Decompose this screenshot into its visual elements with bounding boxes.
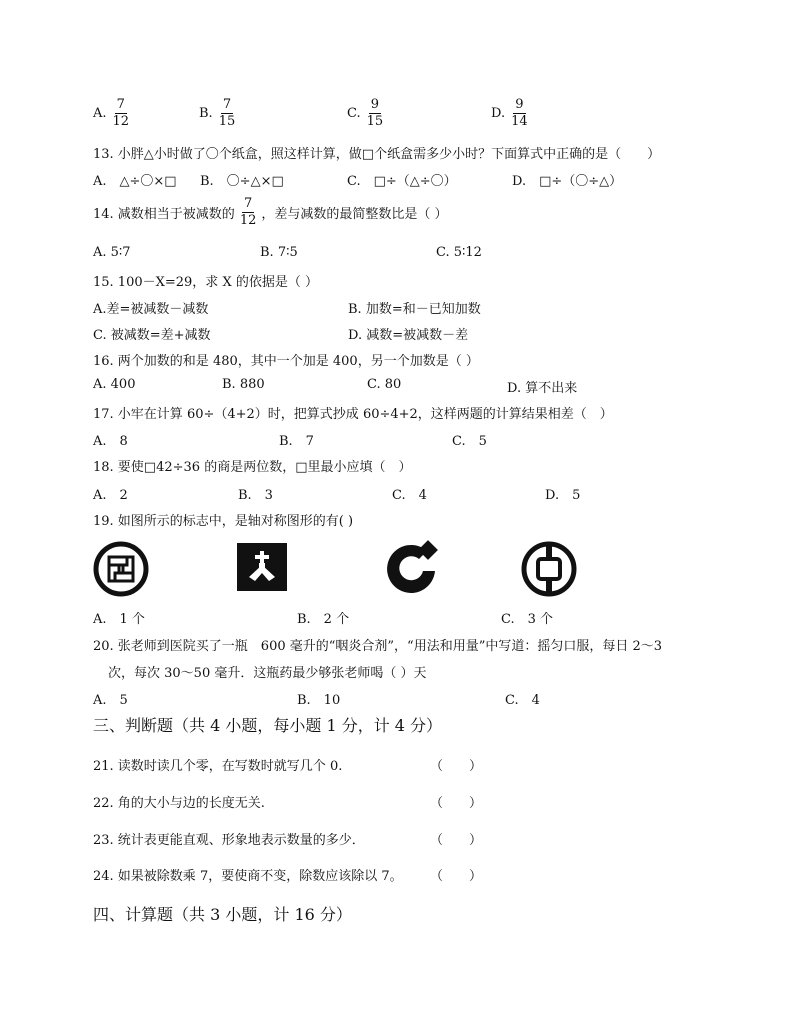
q16-option-d[interactable]: D. 算不出来: [507, 381, 578, 396]
q20-option-c[interactable]: C. 4: [505, 693, 540, 708]
q16-stem: 16. 两个加数的和是 480，其中一个加是 400，另一个加数是（ ）: [93, 354, 479, 369]
q15-stem: 15. 100－X=29，求 X 的依据是（ ）: [93, 275, 318, 290]
q19-stem: 19. 如图所示的标志中，是轴对称图形的有( ): [93, 514, 354, 529]
answer-paren-24[interactable]: （ ）: [430, 869, 483, 884]
denominator: 15: [218, 114, 236, 129]
fraction: [217, 97, 238, 130]
q18-option-a[interactable]: A. 2: [93, 488, 128, 503]
q16-option-c[interactable]: C. 80: [367, 377, 402, 392]
section-3-heading: 三、判断题（共 4 小题，每小题 1 分，计 4 分）: [93, 716, 443, 735]
q15-option-a[interactable]: A.差=被减数－减数: [93, 302, 209, 317]
numerator: 9: [515, 97, 524, 112]
answer-paren-21[interactable]: （ ）: [430, 759, 483, 774]
fraction: [111, 97, 132, 130]
q13-option-b[interactable]: B. 〇÷△×□: [200, 174, 284, 189]
numerator: 7: [116, 97, 125, 112]
q14-stem-pre: 14. 减数相当于被减数的: [93, 207, 235, 222]
q15-option-c[interactable]: C. 被减数=差+减数: [93, 328, 211, 343]
judge-item-21: 21. 读数时读几个零，在写数时就写几个 0.: [93, 759, 343, 774]
q12-option-d[interactable]: [491, 97, 530, 130]
fraction: [509, 97, 530, 130]
bank-of-china-logo-icon: [521, 541, 577, 597]
q17-option-b[interactable]: B. 7: [279, 434, 314, 449]
judge-item-23: 23. 统计表更能直观、形象地表示数量的多少．: [93, 833, 365, 848]
q20-stem-line2: 次，每次 30～50 毫升．这瓶药最少够张老师喝（ ）天: [108, 666, 427, 681]
q13-option-a[interactable]: A. △÷〇×□: [93, 174, 177, 189]
q20-option-a[interactable]: A. 5: [93, 693, 128, 708]
numerator: 7: [243, 196, 253, 211]
q19-option-c[interactable]: C. 3 个: [501, 612, 554, 627]
denominator: 12: [112, 114, 130, 129]
option-letter: C.: [347, 106, 361, 121]
answer-paren-22[interactable]: （ ）: [430, 796, 483, 811]
denominator: 15: [366, 114, 384, 129]
option-letter: B.: [199, 106, 213, 121]
q13-stem: 13. 小胖△小时做了〇个纸盒，照这样计算，做□个纸盒需多少小时？下面算式中正确的是（ ）: [93, 147, 661, 162]
q15-option-d[interactable]: D. 减数=被减数－差: [348, 328, 469, 343]
q18-option-b[interactable]: B. 3: [238, 488, 273, 503]
q12-option-c[interactable]: [347, 97, 385, 130]
q20-stem-line1: 20. 张老师到医院买了一瓶 600 毫升的“咽炎合剂”，“用法和用量”中写道：摇匀口服，每日 2～3: [93, 639, 663, 654]
q15-option-b[interactable]: B. 加数=和－已知加数: [348, 302, 481, 317]
q17-option-c[interactable]: C. 5: [452, 434, 487, 449]
q19-option-b[interactable]: B. 2 个: [297, 612, 350, 627]
q13-option-c[interactable]: C. □÷（△÷〇）: [347, 174, 457, 189]
q14-stem-post: ，差与减数的最简整数比是（ ）: [261, 207, 448, 222]
q19-option-a[interactable]: A. 1 个: [93, 612, 145, 627]
denominator: 14: [511, 114, 528, 129]
numerator: 9: [370, 97, 380, 112]
fraction: [365, 97, 386, 130]
q14-stem: [93, 196, 448, 229]
option-letter: D.: [491, 106, 506, 121]
numerator: 7: [222, 97, 232, 112]
q12-option-b[interactable]: [199, 97, 237, 130]
q17-stem: 17. 小牢在计算 60÷（4+2）时，把算式抄成 60÷4+2，这样两题的计算结果相差（ ）: [93, 407, 613, 422]
q18-stem: 18. 要使□42÷36 的商是两位数，□里最小应填（ ）: [93, 460, 412, 475]
fraction: [238, 196, 259, 229]
building-bank-logo-icon: [237, 543, 287, 591]
q18-option-c[interactable]: C. 4: [392, 488, 427, 503]
icbc-logo-icon: [93, 541, 149, 597]
q20-option-b[interactable]: B. 10: [297, 693, 341, 708]
judge-item-24: 24. 如果被除数乘 7，要使商不变，除数应该除以 7。: [93, 869, 403, 884]
answer-paren-23[interactable]: （ ）: [430, 833, 483, 848]
denominator: 12: [239, 213, 257, 228]
construction-bank-logo-icon: [383, 539, 443, 595]
q12-options-row: [93, 97, 693, 137]
section-4-heading: 四、计算题（共 3 小题，计 16 分）: [93, 905, 352, 924]
q16-option-a[interactable]: A. 400: [93, 377, 136, 392]
q17-option-a[interactable]: A. 8: [93, 434, 128, 449]
judge-item-22: 22. 角的大小与边的长度无关.: [93, 796, 265, 811]
q13-option-d[interactable]: D. □÷（〇÷△）: [512, 174, 623, 189]
q16-option-b[interactable]: B. 880: [222, 377, 265, 392]
q14-option-c[interactable]: C. 5∶12: [436, 245, 482, 260]
q14-option-b[interactable]: B. 7∶5: [260, 245, 298, 260]
q12-option-a[interactable]: [93, 97, 131, 130]
q18-option-d[interactable]: D. 5: [545, 488, 581, 503]
option-letter: A.: [93, 106, 107, 121]
q14-option-a[interactable]: A. 5∶7: [93, 245, 131, 260]
